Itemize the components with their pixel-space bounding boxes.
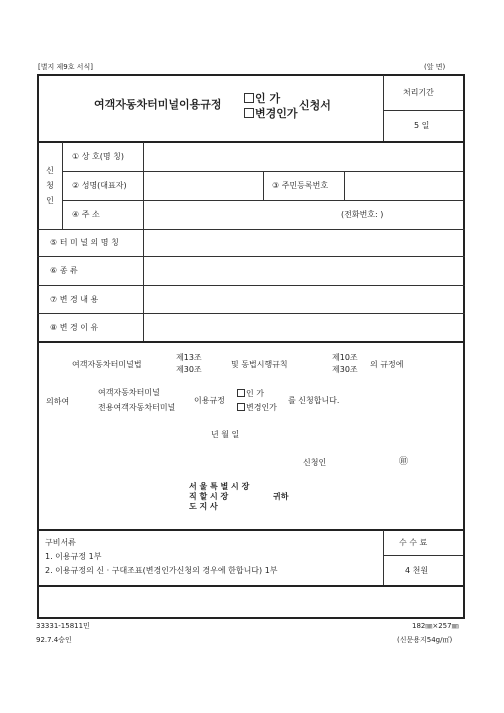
change-reason-label: ⑧ 변 경 이 유	[50, 323, 99, 332]
fee-value: 4 천원	[405, 566, 429, 575]
title-suffix: 신청서	[299, 99, 331, 112]
recipient-province: 도 지 사	[189, 502, 218, 511]
by-text: 의하여	[46, 397, 70, 406]
resident-number-field[interactable]	[346, 173, 461, 199]
business-name-label: ① 상 호(명 칭)	[72, 152, 124, 161]
required-doc-2: 2. 이용규정의 신 · 구대조표(변경인가신청의 경우에 한합니다) 1부	[45, 566, 278, 575]
fee-label: 수 수 료	[399, 538, 428, 547]
usage-rule-text: 이용규정	[194, 396, 225, 405]
checkbox-icon	[244, 93, 254, 103]
statement-option-approval: 인 가	[237, 389, 264, 398]
representative-name-field[interactable]	[145, 173, 261, 199]
checkbox-icon	[237, 389, 245, 397]
and-enforcement-rule: 및 동법시행규칙	[231, 360, 288, 369]
terminal-term: 여객자동차터미널	[98, 388, 160, 397]
per-rule-text: 의 규정에	[370, 360, 404, 369]
checkbox-icon	[237, 403, 245, 411]
article-30a: 제30조	[176, 365, 202, 374]
applicant-signature-label: 신청인	[303, 458, 327, 467]
processing-period-value: 5 일	[414, 121, 430, 130]
paper-size: 182㎜×257㎜	[412, 622, 459, 630]
title-option-approval: 인 가	[244, 93, 280, 104]
dedicated-terminal-term: 전용여객자동차터미널	[98, 403, 176, 412]
page-side: (앞 면)	[424, 63, 446, 71]
type-field[interactable]	[145, 258, 461, 284]
article-13: 제13조	[176, 353, 202, 362]
business-name-field[interactable]	[145, 144, 461, 170]
approval-date: 92.7.4승인	[36, 636, 72, 644]
representative-name-label: ② 성명(대표자)	[72, 181, 127, 190]
applicant-group-label: 신청인	[46, 166, 54, 205]
address-label: ④ 주 소	[72, 210, 100, 219]
paper-type: (신문용지54g/㎡)	[397, 636, 453, 644]
address-field[interactable]	[145, 202, 335, 228]
article-30b: 제30조	[332, 365, 358, 374]
apply-text: 를 신청합니다.	[288, 396, 340, 405]
form-number: [별지 제9호 서식]	[38, 63, 93, 71]
recipient-seoul: 서 울 특 별 시 장	[189, 482, 250, 491]
law-name: 여객자동차터미널법	[72, 360, 142, 369]
date-line: 년 월 일	[211, 430, 240, 439]
resident-number-label: ③ 주민등록번호	[272, 181, 329, 190]
title-option-change: 변경인가	[244, 108, 298, 119]
processing-period-label: 처리기간	[403, 88, 434, 97]
terminal-name-field[interactable]	[145, 231, 461, 255]
recipient-city: 직 할 시 장	[189, 492, 229, 501]
checkbox-icon	[244, 108, 254, 118]
article-10: 제10조	[332, 353, 358, 362]
required-docs-heading: 구비서류	[45, 538, 76, 547]
change-reason-field[interactable]	[145, 315, 461, 340]
form-code: 33331-15811민	[36, 622, 90, 630]
statement-option-change: 변경인가	[237, 403, 277, 412]
phone-label: (전화번호: )	[341, 210, 384, 219]
type-label: ⑥ 종 류	[50, 266, 78, 275]
seal-mark: ㊞	[399, 457, 409, 467]
form-title: 여객자동차터미널이용규정	[94, 98, 222, 111]
required-doc-1: 1. 이용규정 1부	[45, 552, 102, 561]
change-content-label: ⑦ 변 경 내 용	[50, 295, 99, 304]
to-text: 귀하	[273, 492, 289, 501]
terminal-name-label: ⑤ 터 미 널 의 명 칭	[50, 238, 119, 247]
change-content-field[interactable]	[145, 287, 461, 312]
